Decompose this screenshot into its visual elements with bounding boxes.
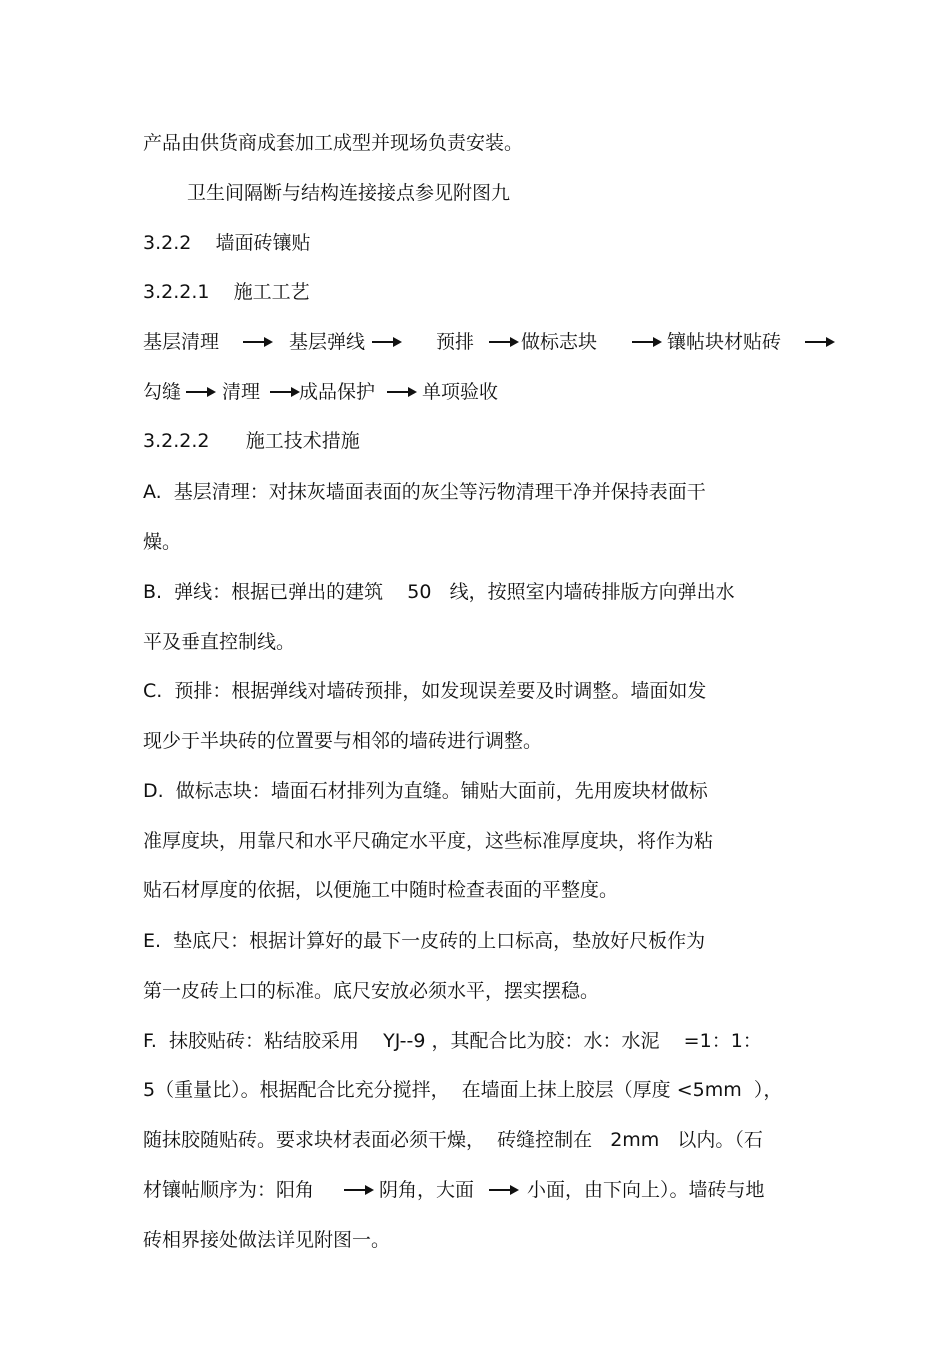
paragraph-line: 5（重量比）。根据配合比充分搅拌， 在墙面上抹上胶层（厚度 <5mm ）， [143,1079,783,1101]
text-segment: 阴角，大面 [379,1179,475,1201]
paragraph-line: 燥。 [143,531,182,553]
right-arrow-icon [489,1185,519,1195]
paragraph-line: 随抹胶随贴砖。要求块材表面必须干燥， 砖缝控制在 2mm 以内。（石 [143,1129,763,1151]
text-segment: 材镶帖顺序为：阳角 [143,1179,315,1201]
paragraph-line: 第一皮砖上口的标准。底尺安放必须水平，摆实摆稳。 [143,980,600,1002]
paragraph-line: A. 基层清理：对抹灰墙面表面的灰尘等污物清理干净并保持表面干 [143,481,706,503]
right-arrow-icon [372,337,402,347]
right-arrow-icon [805,337,835,347]
paragraph-line: D. 做标志块：墙面石材排列为直缝。铺贴大面前，先用废块材做标 [143,780,708,802]
paragraph-line: 贴石材厚度的依据，以便施工中随时检查表面的平整度。 [143,879,619,901]
flow-step: 单项验收 [422,381,499,403]
right-arrow-icon [186,387,216,397]
flow-step: 清理 [222,381,261,403]
paragraph-line: 准厚度块，用靠尺和水平尺确定水平度，这些标准厚度块，将作为粘 [143,830,714,852]
flow-step: 做标志块 [521,331,598,353]
right-arrow-icon [632,337,662,347]
right-arrow-icon [489,337,519,347]
flow-step: 预排 [436,331,475,353]
paragraph-line: C. 预排：根据弹线对墙砖预排，如发现误差要及时调整。墙面如发 [143,680,707,702]
subsection-heading: 3.2.2.2 施工技术措施 [143,430,360,452]
paragraph-line: 卫生间隔断与结构连接接点参见附图九 [187,182,511,204]
right-arrow-icon [387,387,417,397]
right-arrow-icon [243,337,273,347]
right-arrow-icon [344,1185,374,1195]
flow-step: 基层清理 [143,331,220,353]
paragraph-line: 现少于半块砖的位置要与相邻的墙砖进行调整。 [143,730,543,752]
section-heading: 3.2.2 墙面砖镶贴 [143,232,311,254]
right-arrow-icon [270,387,300,397]
flow-step: 基层弹线 [289,331,366,353]
paragraph-line: E. 垫底尺：根据计算好的最下一皮砖的上口标高，垫放好尺板作为 [143,930,706,952]
paragraph-line: 产品由供货商成套加工成型并现场负责安装。 [143,132,524,154]
text-segment: 小面，由下向上）。墙砖与地 [527,1179,765,1201]
paragraph-line: F. 抹胶贴砖：粘结胶采用 YJ--9 ，其配合比为胶：水：水泥 =1：1： [143,1030,762,1052]
flow-step: 成品保护 [299,381,376,403]
subsection-heading: 3.2.2.1 施工工艺 [143,281,310,303]
paragraph-line: B. 弹线：根据已弹出的建筑 50 线，按照室内墙砖排版方向弹出水 [143,581,735,603]
paragraph-line: 平及垂直控制线。 [143,631,296,653]
paragraph-line: 砖相界接处做法详见附图一。 [143,1229,391,1251]
flow-step: 勾缝 [143,381,182,403]
flow-step: 镶帖块材贴砖 [667,331,782,353]
